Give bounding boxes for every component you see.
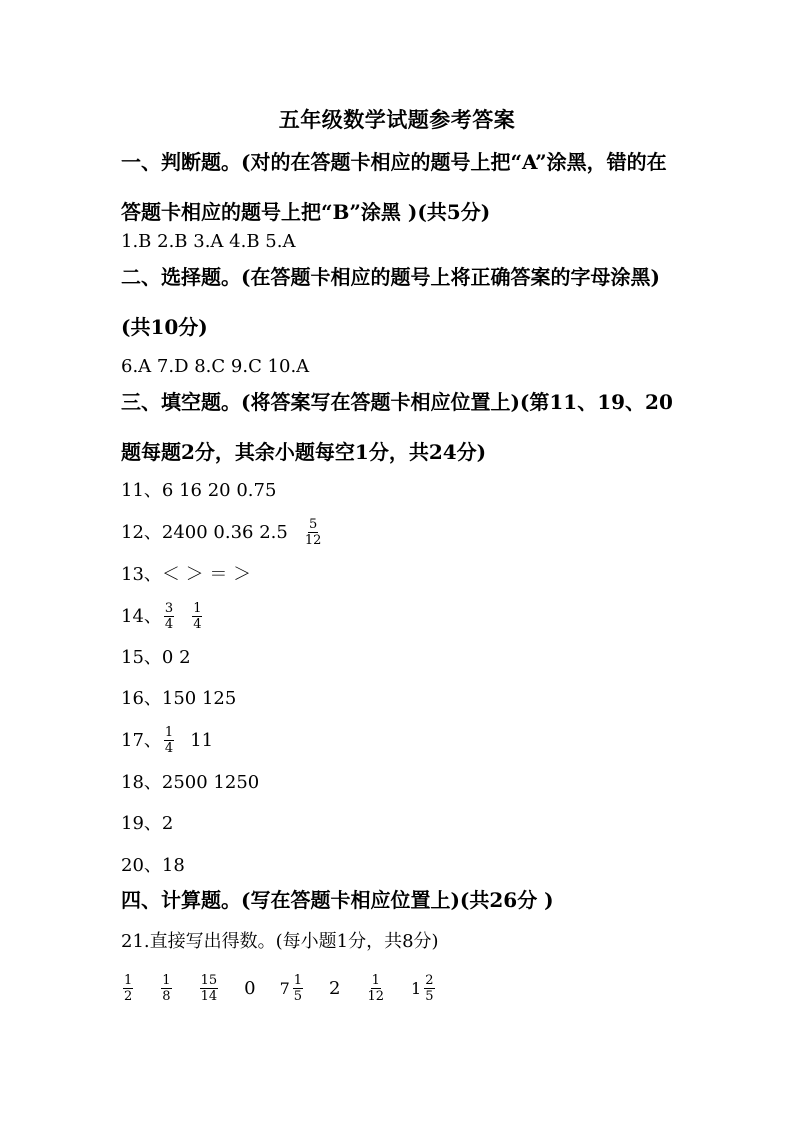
answer-q13: 13、＜ ＞ ＝ ＞ [121, 564, 252, 585]
answer-q14-label: 14、 [121, 605, 162, 627]
answer-q20: 20、18 [121, 855, 185, 876]
fraction: $\frac{1}{4}$ [164, 725, 174, 756]
fraction: $\frac{1}{5}$ [293, 973, 303, 1004]
answer-q11: 11、6 16 20 0.75 [121, 480, 277, 501]
answer-q17-value: 11 [190, 729, 214, 751]
section-4-heading: 四、计算题。(写在答题卡相应位置上)(共26分 ) [121, 888, 554, 912]
fraction: $\frac{1}{2}$ [124, 973, 133, 1004]
answer-q16: 16、150 125 [121, 688, 237, 709]
fraction: $\frac{2}{5}$ [425, 973, 434, 1004]
answer-value: 0 [244, 977, 256, 999]
answer-q17 [121, 725, 681, 756]
mixed-number: 7 $\frac{1}{5}$ [279, 973, 303, 1004]
answer-value: 2 [329, 977, 341, 999]
answer-q18: 18、2500 1250 [121, 772, 260, 793]
fraction: $\frac{1}{12}$ [367, 973, 385, 1004]
answer-q14 [121, 601, 681, 632]
answer-q15: 15、0 2 [121, 647, 191, 668]
fraction: $\frac{5}{12}$ [304, 517, 322, 548]
question-21-label: 21.直接写出得数。(每小题1分，共8分) [121, 931, 439, 952]
section-1-answers: 1.B 2.B 3.A 4.B 5.A [121, 231, 296, 252]
fraction: $\frac{15}{14}$ [200, 973, 218, 1004]
mixed-number: 1 $\frac{2}{5}$ [411, 973, 434, 1004]
section-1-heading: 一、判断题。(对的在答题卡相应的题号上把“A”涂黑，错的在答题卡相应的题号上把“B”涂黑 )(共5分) [121, 150, 667, 224]
fraction: $\frac{3}{4}$ [164, 601, 174, 632]
answer-q21 [121, 973, 681, 1004]
page-title: 五年级数学试题参考答案 [278, 107, 516, 132]
fraction: $\frac{1}{8}$ [162, 973, 171, 1004]
fraction: $\frac{1}{4}$ [193, 601, 202, 632]
answer-q12 [121, 517, 681, 548]
answer-q17-label: 17、 [121, 729, 162, 751]
section-3-heading: 三、填空题。(将答案写在答题卡相应位置上)(第11、19、20题每题2分，其余小题每空1分，共24分) [121, 390, 673, 464]
answer-q19: 19、2 [121, 813, 174, 834]
section-2-heading: 二、选择题。(在答题卡相应的题号上将正确答案的字母涂黑)(共10分) [121, 265, 660, 339]
section-2-answers: 6.A 7.D 8.C 9.C 10.A [121, 356, 310, 377]
answer-q12-text: 12、2400 0.36 2.5 [121, 521, 288, 543]
